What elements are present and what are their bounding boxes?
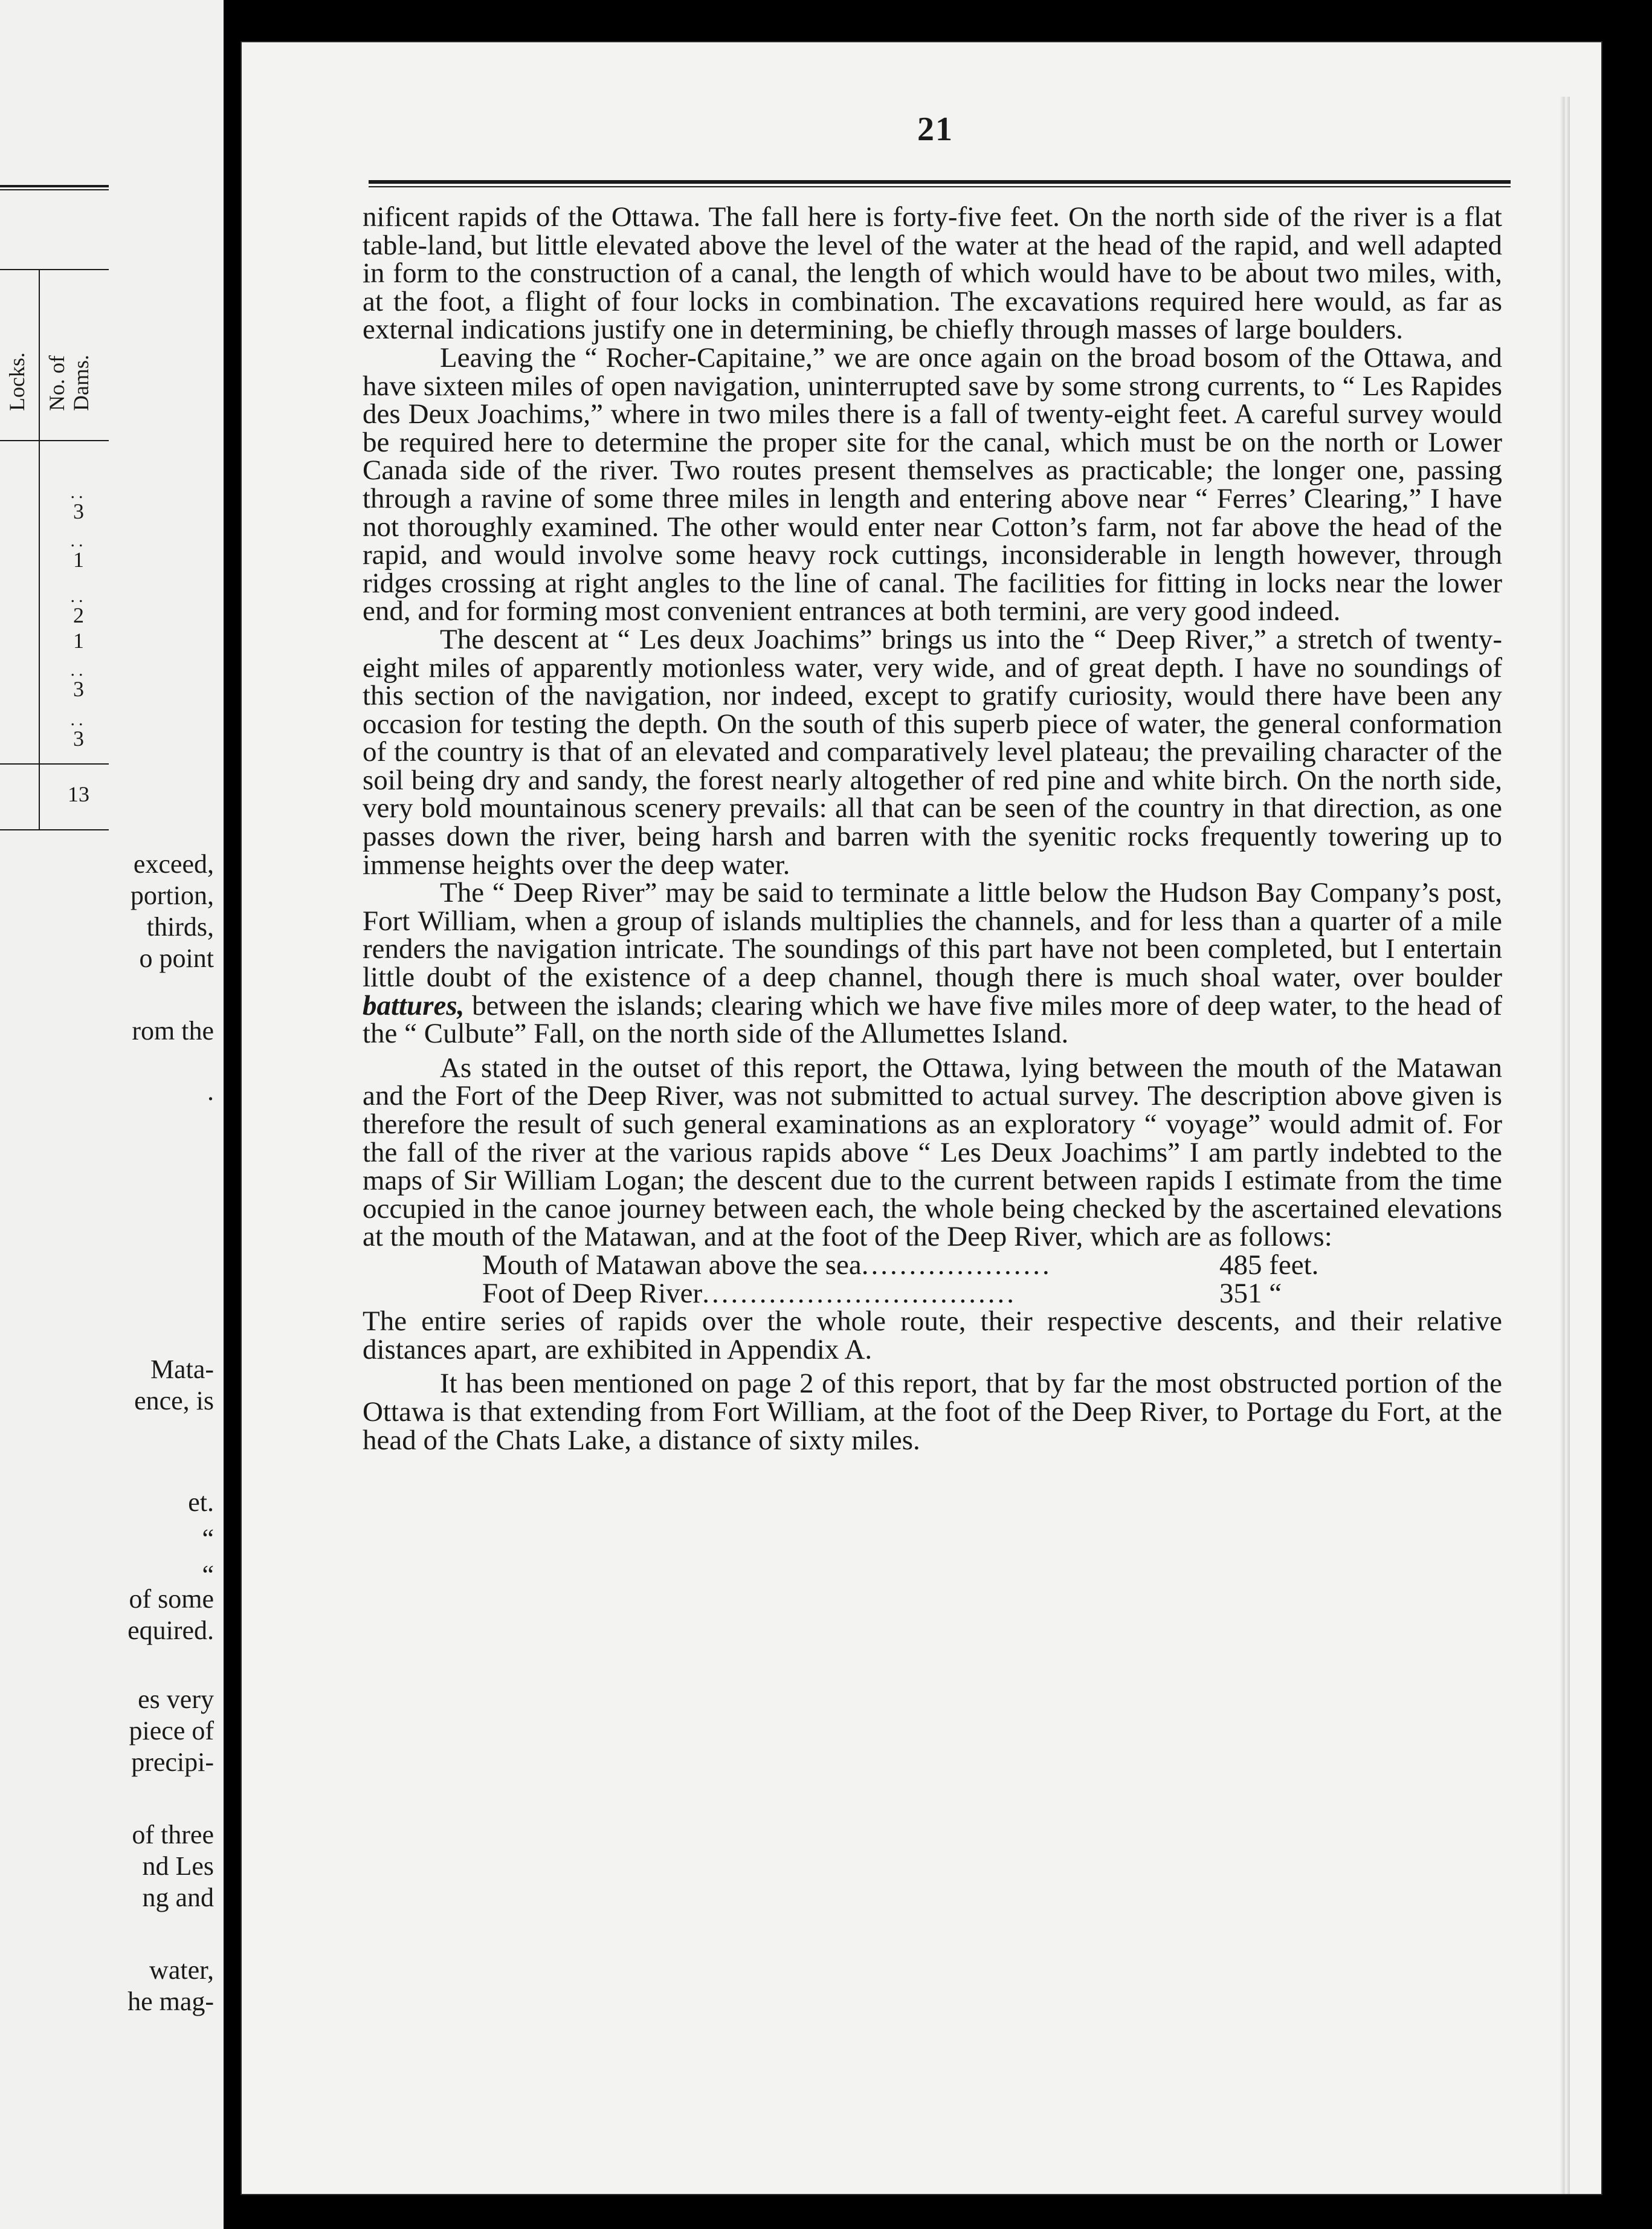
facing-text-fragment: et. <box>188 1487 214 1517</box>
dam-count: 1 <box>73 629 84 653</box>
dot-leader: .................... <box>861 1250 1052 1279</box>
elevation-label: Foot of Deep River <box>482 1277 703 1309</box>
dam-count: 3 <box>73 499 84 523</box>
facing-table-bottom-rule <box>0 829 109 830</box>
elevation-row <box>482 1279 1340 1308</box>
facing-text-fragment: rom the <box>132 1016 214 1046</box>
facing-page-left <box>0 0 224 2229</box>
facing-text-fragment: water, <box>149 1955 214 1985</box>
facing-text-fragment: exceed, <box>133 849 214 879</box>
leader-dots: .. <box>70 586 87 606</box>
facing-text-fragment: thirds, <box>146 912 214 942</box>
facing-text-fragment: o point <box>139 943 214 973</box>
facing-text-fragment: Mata- <box>150 1354 214 1384</box>
facing-text-fragment: ng and <box>142 1883 214 1912</box>
elevation-label: Mouth of Matawan above the sea <box>482 1249 862 1281</box>
facing-text-fragment: “ <box>202 1524 214 1553</box>
page-number: 21 <box>917 111 953 148</box>
facing-table-column-separator <box>39 269 40 829</box>
facing-table-total-rule <box>0 763 109 765</box>
page-edge-shadow <box>1560 97 1570 2194</box>
facing-text-fragment: es very <box>138 1684 214 1714</box>
facing-text-fragment: of some <box>129 1584 214 1614</box>
header-rule <box>369 180 1511 187</box>
facing-table-header-locks: Locks. <box>5 352 29 411</box>
dot-leader: ................................. <box>702 1279 1016 1308</box>
paragraph-obstructed-portion: It has been mentioned on page 2 of this report, that by far the most obstructed portion of the Ottawa is that extending from Fort William, at the foot of the Deep River, to Portage du Fort, at the head of the Chats Lake, a distance of sixty miles. <box>363 1368 1502 1456</box>
leader-dots: .. <box>70 710 87 730</box>
facing-text-fragment: . <box>207 1076 214 1106</box>
italic-term-battures: battures, <box>363 989 465 1021</box>
dam-count: 2 <box>73 603 84 627</box>
facing-table-header-dams-line2: Dams. <box>69 355 93 411</box>
elevation-value: 351 “ <box>1219 1277 1282 1309</box>
facing-text-fragment: nd Les <box>142 1851 214 1881</box>
leader-dots: .. <box>70 482 87 502</box>
paragraph-deep-river-descent: The descent at “ Les deux Joachims” brings us into the “ Deep River,” a stretch of twenty-eight miles of apparently motionless water, very wide, and of great depth. I have no soundings of this section of the navigation, nor indeed, except to gratify curiosity, would there have been any occasion for testing the depth. On the south of this superb piece of water, the general conformation of the country is that of an elevated and comparatively level plateau; the prevailing character of the soil being dry and sandy, the forest nearly altogether of red pine and white birch. On the north side, very bold mountainous scenery prevails: all that can be seen of the country in that direction, as one passes down the river, being harsh and barren with the syenitic rocks frequently towering up to immense heights over the deep water. <box>363 623 1502 881</box>
elevation-value: 485 feet. <box>1219 1249 1319 1281</box>
dam-count: 1 <box>73 548 84 572</box>
paragraph-fort-william <box>363 879 1502 1048</box>
dam-count: 3 <box>73 677 84 701</box>
leader-dots: .. <box>70 531 87 551</box>
facing-text-fragment: piece of <box>129 1716 214 1745</box>
body-text <box>363 203 1502 1454</box>
dam-count: 3 <box>73 726 84 751</box>
facing-text-fragment: ence, is <box>134 1386 214 1415</box>
elevation-row <box>482 1251 1340 1279</box>
paragraph-text: The “ Deep River” may be said to terminate a little below the Hudson Bay Company’s post, Fort William, when a group of islands multiplies the channels, and for less than a quarter of a mile renders the navigation intricate. The soundings of this part have not been completed, but I entertain little doubt of the existence of a deep channel, though there is much shoal water, over boulder <box>363 877 1502 994</box>
paragraph-continued: nificent rapids of the Ottawa. The fall here is forty-five feet. On the north side of the river is a flat table-land, but little elevated above the level of the water at the head of the rapid, and well adapted in form to the construction of a canal, the length of which would have to be about two miles, with, at the foot, a flight of four locks in combination. The excavations required here would, as far as external indications justify one in determining, be chiefly through masses of large boulders. <box>363 201 1502 346</box>
elevation-table <box>363 1251 1502 1307</box>
facing-text-fragment: he mag- <box>127 1987 214 2016</box>
facing-text-fragment: “ <box>202 1560 214 1590</box>
facing-text-fragment: precipi- <box>131 1747 214 1777</box>
facing-page-header-rule <box>0 185 109 190</box>
paragraph-rocher-capitaine: Leaving the “ Rocher-Capitaine,” we are once again on the broad bosom of the Ottawa, and have sixteen miles of open navigation, uninterrupted save by some strong currents, to “ Les Rapides des Deux Joachims,” where in two miles there is a fall of twenty-eight feet. A careful survey would be required here to determine the proper site for the canal, which must be on the north or Lower Canada side of the river. Two routes present themselves as practicable; the longer one, passing through a ravine of some three miles in length and entering above near “ Ferres’ Clearing,” I have not thoroughly examined. The other would enter near Cotton’s farm, not far above the head of the rapid, and would involve some heavy rock cuttings, inconsiderable in length however, through ridges crossing at right angles to the line of canal. The facilities for fitting in locks near the lower end, and for forming most convenient entrances at both termini, are very good indeed. <box>363 341 1502 627</box>
facing-text-fragment: portion, <box>130 881 214 910</box>
facing-text-fragment: of three <box>132 1820 214 1849</box>
paragraph-text: between the islands; clearing which we have five miles more of deep water, to the head of the “ Culbute” Fall, on the north side of the Allumettes Island. <box>363 989 1502 1050</box>
facing-table-header-rule <box>0 440 109 441</box>
paragraph-appendix-reference: The entire series of rapids over the whole route, their respective descents, and their relative distances apart, are exhibited in Appendix A. <box>363 1305 1502 1365</box>
paragraph-survey-note: As stated in the outset of this report, the Ottawa, lying between the mouth of the Matawan and the Fort of the Deep River, was not submitted to actual survey. The description above given is therefore the result of such general examinations as an exploratory “ voyage” would admit of. For the fall of the river at the various rapids above “ Les Deux Joachims” I am partly indebted to the maps of Sir William Logan; the descent due to the current between rapids I estimate from the time occupied in the canoe journey between each, the whole being checked by the ascertained elevations at the mouth of the Matawan, and at the foot of the Deep River, which are as follows: <box>363 1052 1502 1253</box>
facing-table-header-dams-line1: No. of <box>45 355 69 411</box>
document-page <box>242 42 1601 2194</box>
facing-text-fragment: equired. <box>127 1616 214 1645</box>
facing-table-top-rule <box>0 269 109 270</box>
dam-total: 13 <box>68 782 89 806</box>
leader-dots: .. <box>70 660 87 680</box>
